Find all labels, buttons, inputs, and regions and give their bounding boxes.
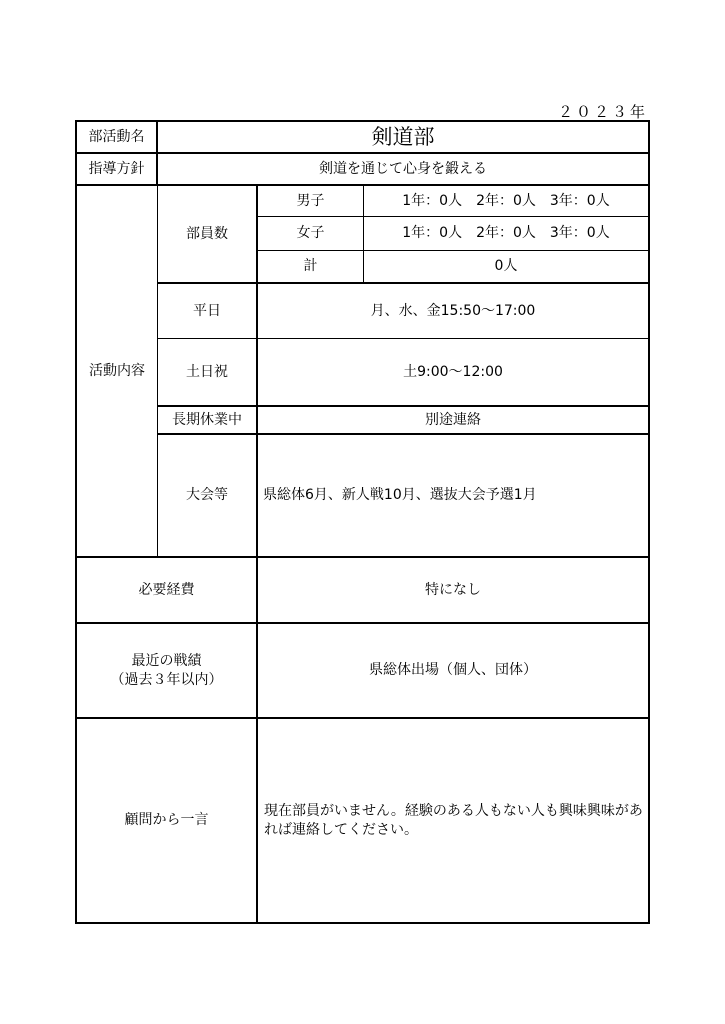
weekday-label: 平日 — [193, 302, 221, 319]
members-total-value: 0人 — [494, 258, 518, 275]
club-name: 剣道部 — [371, 124, 435, 149]
members-boys-value: 1年：0人 2年：0人 3年：0人 — [402, 192, 610, 209]
club-info-sheet — [75, 120, 650, 924]
members-boys-label: 男子 — [296, 192, 325, 209]
club-name-label: 部活動名 — [88, 128, 145, 145]
weekend-label: 土日祝 — [186, 363, 228, 380]
members-girls-value: 1年：0人 2年：0人 3年：0人 — [402, 225, 610, 242]
results-value: 県総体出場（個人、団体） — [369, 662, 537, 679]
members-total-label: 計 — [303, 258, 318, 275]
results-label: 最近の戦績 （過去３年以内） — [110, 652, 223, 688]
policy-label: 指導方針 — [88, 160, 145, 177]
advisor-label: 顧問から一言 — [124, 812, 209, 829]
activity-section-label: 活動内容 — [89, 362, 145, 379]
costs-value: 特になし — [425, 581, 481, 598]
year-label: ２０２３年 — [557, 103, 648, 121]
weekday-value: 月、水、金15:50～17:00 — [370, 302, 536, 319]
weekend-value: 土9:00～12:00 — [403, 363, 503, 380]
policy-value: 剣道を通じて心身を鍛える — [319, 160, 487, 177]
tournaments-value: 県総体6月、新人戦10月、選抜大会予選1月 — [263, 487, 537, 504]
members-label: 部員数 — [186, 225, 228, 242]
members-girls-label: 女子 — [296, 225, 325, 242]
advisor-message: 現在部員がいません。経験のある人もない人も興味興味があれば連絡してください。 — [264, 802, 643, 838]
vacation-label: 長期休業中 — [172, 411, 242, 428]
costs-label: 必要経費 — [138, 581, 195, 598]
tournaments-label: 大会等 — [186, 487, 228, 504]
vacation-value: 別途連絡 — [425, 411, 481, 428]
